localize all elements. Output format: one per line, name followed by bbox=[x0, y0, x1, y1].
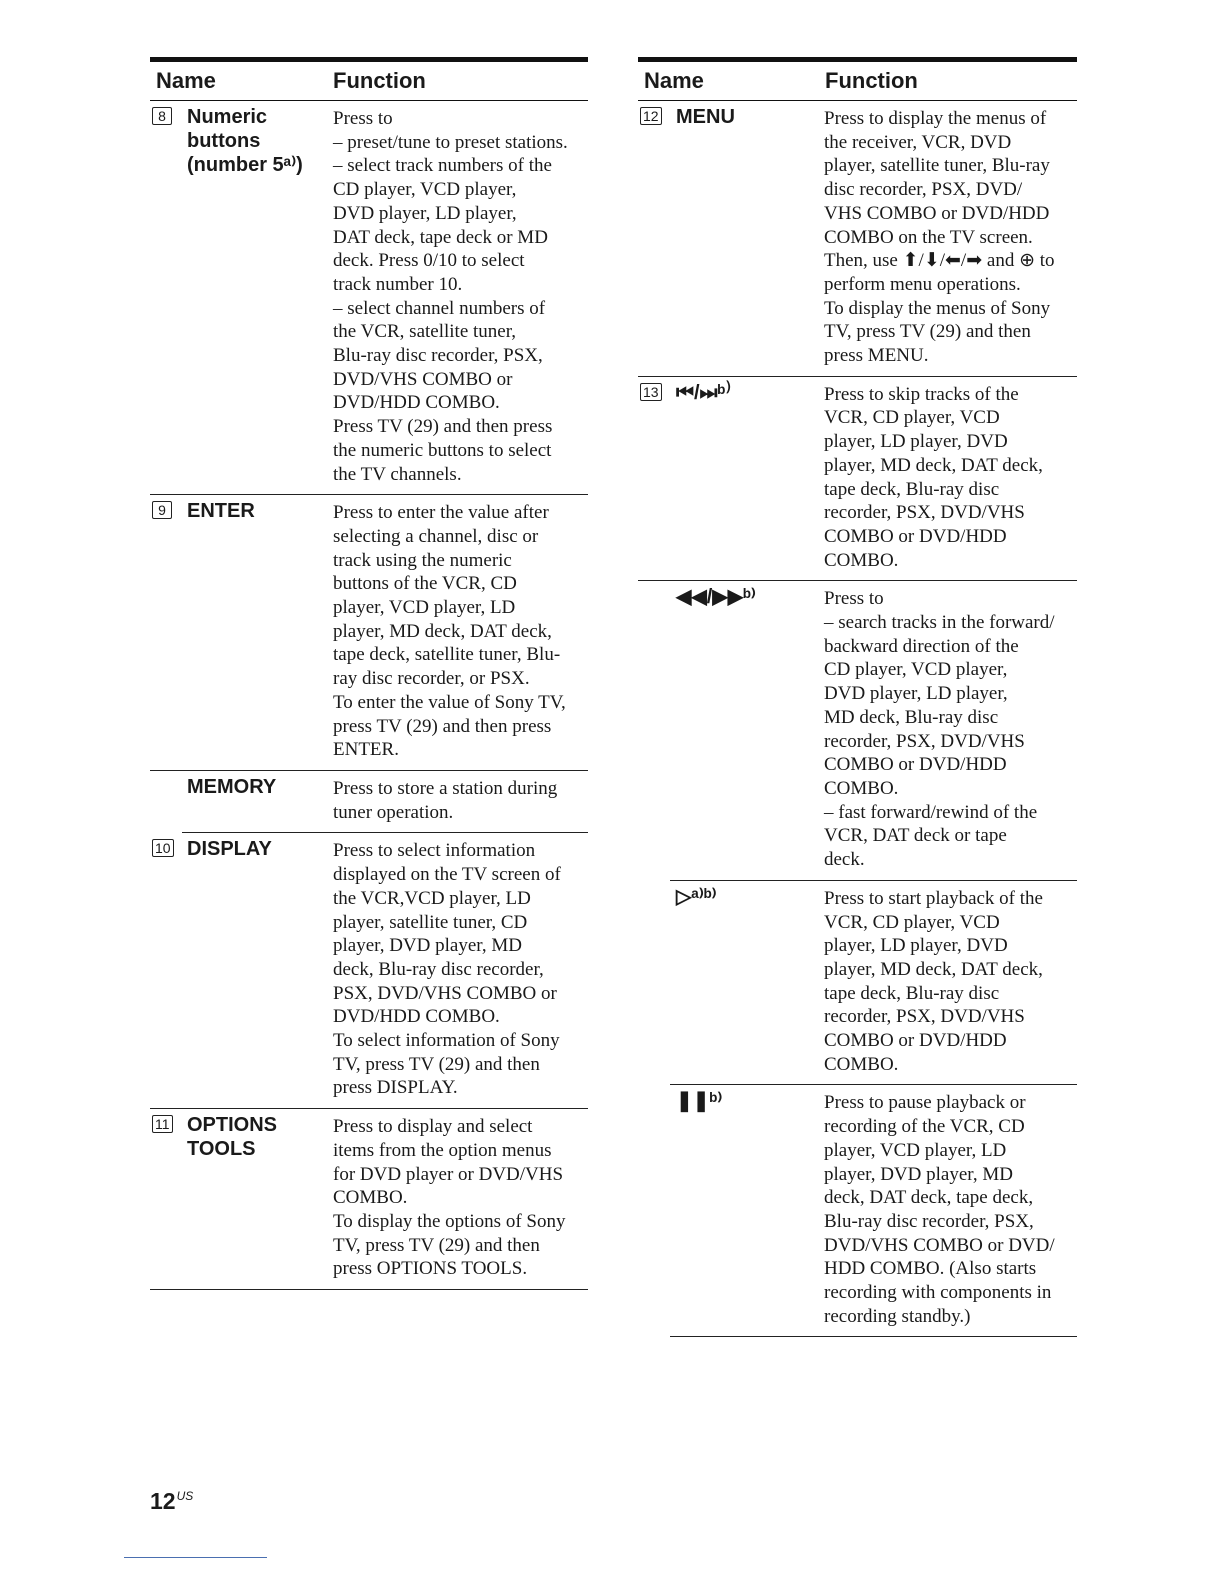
table-header bbox=[638, 57, 1077, 101]
item-name: DISPLAY bbox=[187, 838, 272, 861]
name-header: Name bbox=[156, 68, 216, 93]
page-number bbox=[150, 1488, 193, 1515]
bottom-divider bbox=[124, 1557, 267, 1558]
table-row bbox=[150, 101, 588, 495]
table-row bbox=[638, 101, 1077, 377]
item-name: ❚❚ᵇ⁾ bbox=[676, 1090, 723, 1113]
item-function: Press to display and select items from the option menus for DVD player or DVD/VHS COMBO. To display the options of Sony TV, press TV (29) and then press OPTIONS TOOLS. bbox=[333, 1116, 566, 1280]
item-function: Press to pause playback or recording of the VCR, CD player, VCD player, LD player, DVD player, MD deck, DAT deck, tape deck, Blu-ray disc recorder, PSX, DVD/VHS COMBO or DVD/ HDD COMBO. (Also starts recording with components in recording standby.) bbox=[824, 1092, 1055, 1327]
item-function: Press to enter the value after selecting a channel, disc or track using the numeric buttons of the VCR, CD player, VCD player, LD player, MD deck, DAT deck, tape deck, satellite tuner, Blu- ray disc recorder, or PSX. To enter the value of Sony TV, press TV (29) and then press ENTER. bbox=[333, 502, 566, 761]
item-name: MENU bbox=[676, 106, 735, 128]
item-number: 10 bbox=[152, 839, 174, 857]
table-row bbox=[638, 377, 1077, 582]
left-table bbox=[150, 57, 588, 1290]
name-header: Name bbox=[644, 68, 704, 93]
item-name: MEMORY bbox=[187, 775, 277, 798]
table-row bbox=[670, 881, 1077, 1086]
item-name: ENTER bbox=[187, 500, 255, 523]
item-number: 9 bbox=[152, 501, 172, 519]
table-row bbox=[150, 495, 588, 771]
item-name: ⏮/⏭ᵇ⁾ bbox=[676, 381, 733, 404]
item-function: Press to store a station during tuner operation. bbox=[333, 777, 558, 823]
item-number: 11 bbox=[152, 1115, 173, 1133]
item-function: Press to start playback of the VCR, CD player, VCD player, LD player, DVD player, MD deck, DAT deck, tape deck, Blu-ray disc recorder, PSX, DVD/VHS COMBO or DVD/HDD COMBO. bbox=[824, 887, 1043, 1075]
function-header: Function bbox=[825, 68, 918, 93]
table-row bbox=[670, 1085, 1077, 1337]
item-name: ◀◀/▶▶ᵇ⁾ bbox=[676, 586, 756, 609]
table-row bbox=[150, 1109, 588, 1290]
item-number: 12 bbox=[640, 107, 662, 125]
table-row bbox=[182, 771, 588, 833]
item-name: ▷ᵃ⁾ᵇ⁾ bbox=[676, 885, 717, 908]
item-function: Press to – search tracks in the forward/ backward direction of the CD player, VCD player, DVD player, LD player, MD deck, Blu-ray disc recorder, PSX, DVD/VHS COMBO or DVD/HDD COMBO. – fast forward/rewind of the VCR, DAT deck or tape deck. bbox=[824, 588, 1055, 871]
item-function: Press to – preset/tune to preset stations. – select track numbers of the CD player, VCD player, DVD player, LD player, DAT deck, tape deck or MD deck. Press 0/10 to select track number 10. – select channel numbers of the VCR, satellite tuner, Blu-ray disc recorder, PSX, DVD/VHS COMBO or DVD/HDD COMBO. Press TV (29) and then press the numeric buttons to select the TV channels. bbox=[333, 108, 568, 485]
item-number: 13 bbox=[640, 383, 662, 401]
function-header: Function bbox=[333, 68, 426, 93]
item-function: Press to skip tracks of the VCR, CD player, VCD player, LD player, DVD player, MD deck, DAT deck, tape deck, Blu-ray disc recorder, PSX, DVD/VHS COMBO or DVD/HDD COMBO. bbox=[824, 383, 1043, 571]
table-header bbox=[150, 57, 588, 101]
right-table bbox=[638, 57, 1077, 1337]
item-number: 8 bbox=[152, 107, 172, 125]
page-number-value: 12 bbox=[150, 1488, 176, 1514]
item-function: Press to select information displayed on the TV screen of the VCR,VCD player, LD player, satellite tuner, CD player, DVD player, MD deck, Blu-ray disc recorder, PSX, DVD/VHS COMBO or DVD/HDD COMBO. To select information of Sony TV, press TV (29) and then press DISPLAY. bbox=[333, 840, 561, 1099]
item-name: OPTIONS TOOLS bbox=[187, 1114, 278, 1161]
table-row bbox=[150, 833, 588, 1109]
item-name: Numeric buttons (number 5ᵃ⁾) bbox=[187, 106, 303, 176]
table-row bbox=[670, 581, 1077, 880]
item-function: Press to display the menus of the receiver, VCR, DVD player, satellite tuner, Blu-ray disc recorder, PSX, DVD/ VHS COMBO or DVD/HDD COMBO on the TV screen. Then, use ⬆/⬇/⬅/➡ and ⊕ to perform menu operations. To display the menus of Sony TV, press TV (29) and then press MENU. bbox=[824, 108, 1055, 367]
page-suffix: US bbox=[176, 1489, 194, 1503]
